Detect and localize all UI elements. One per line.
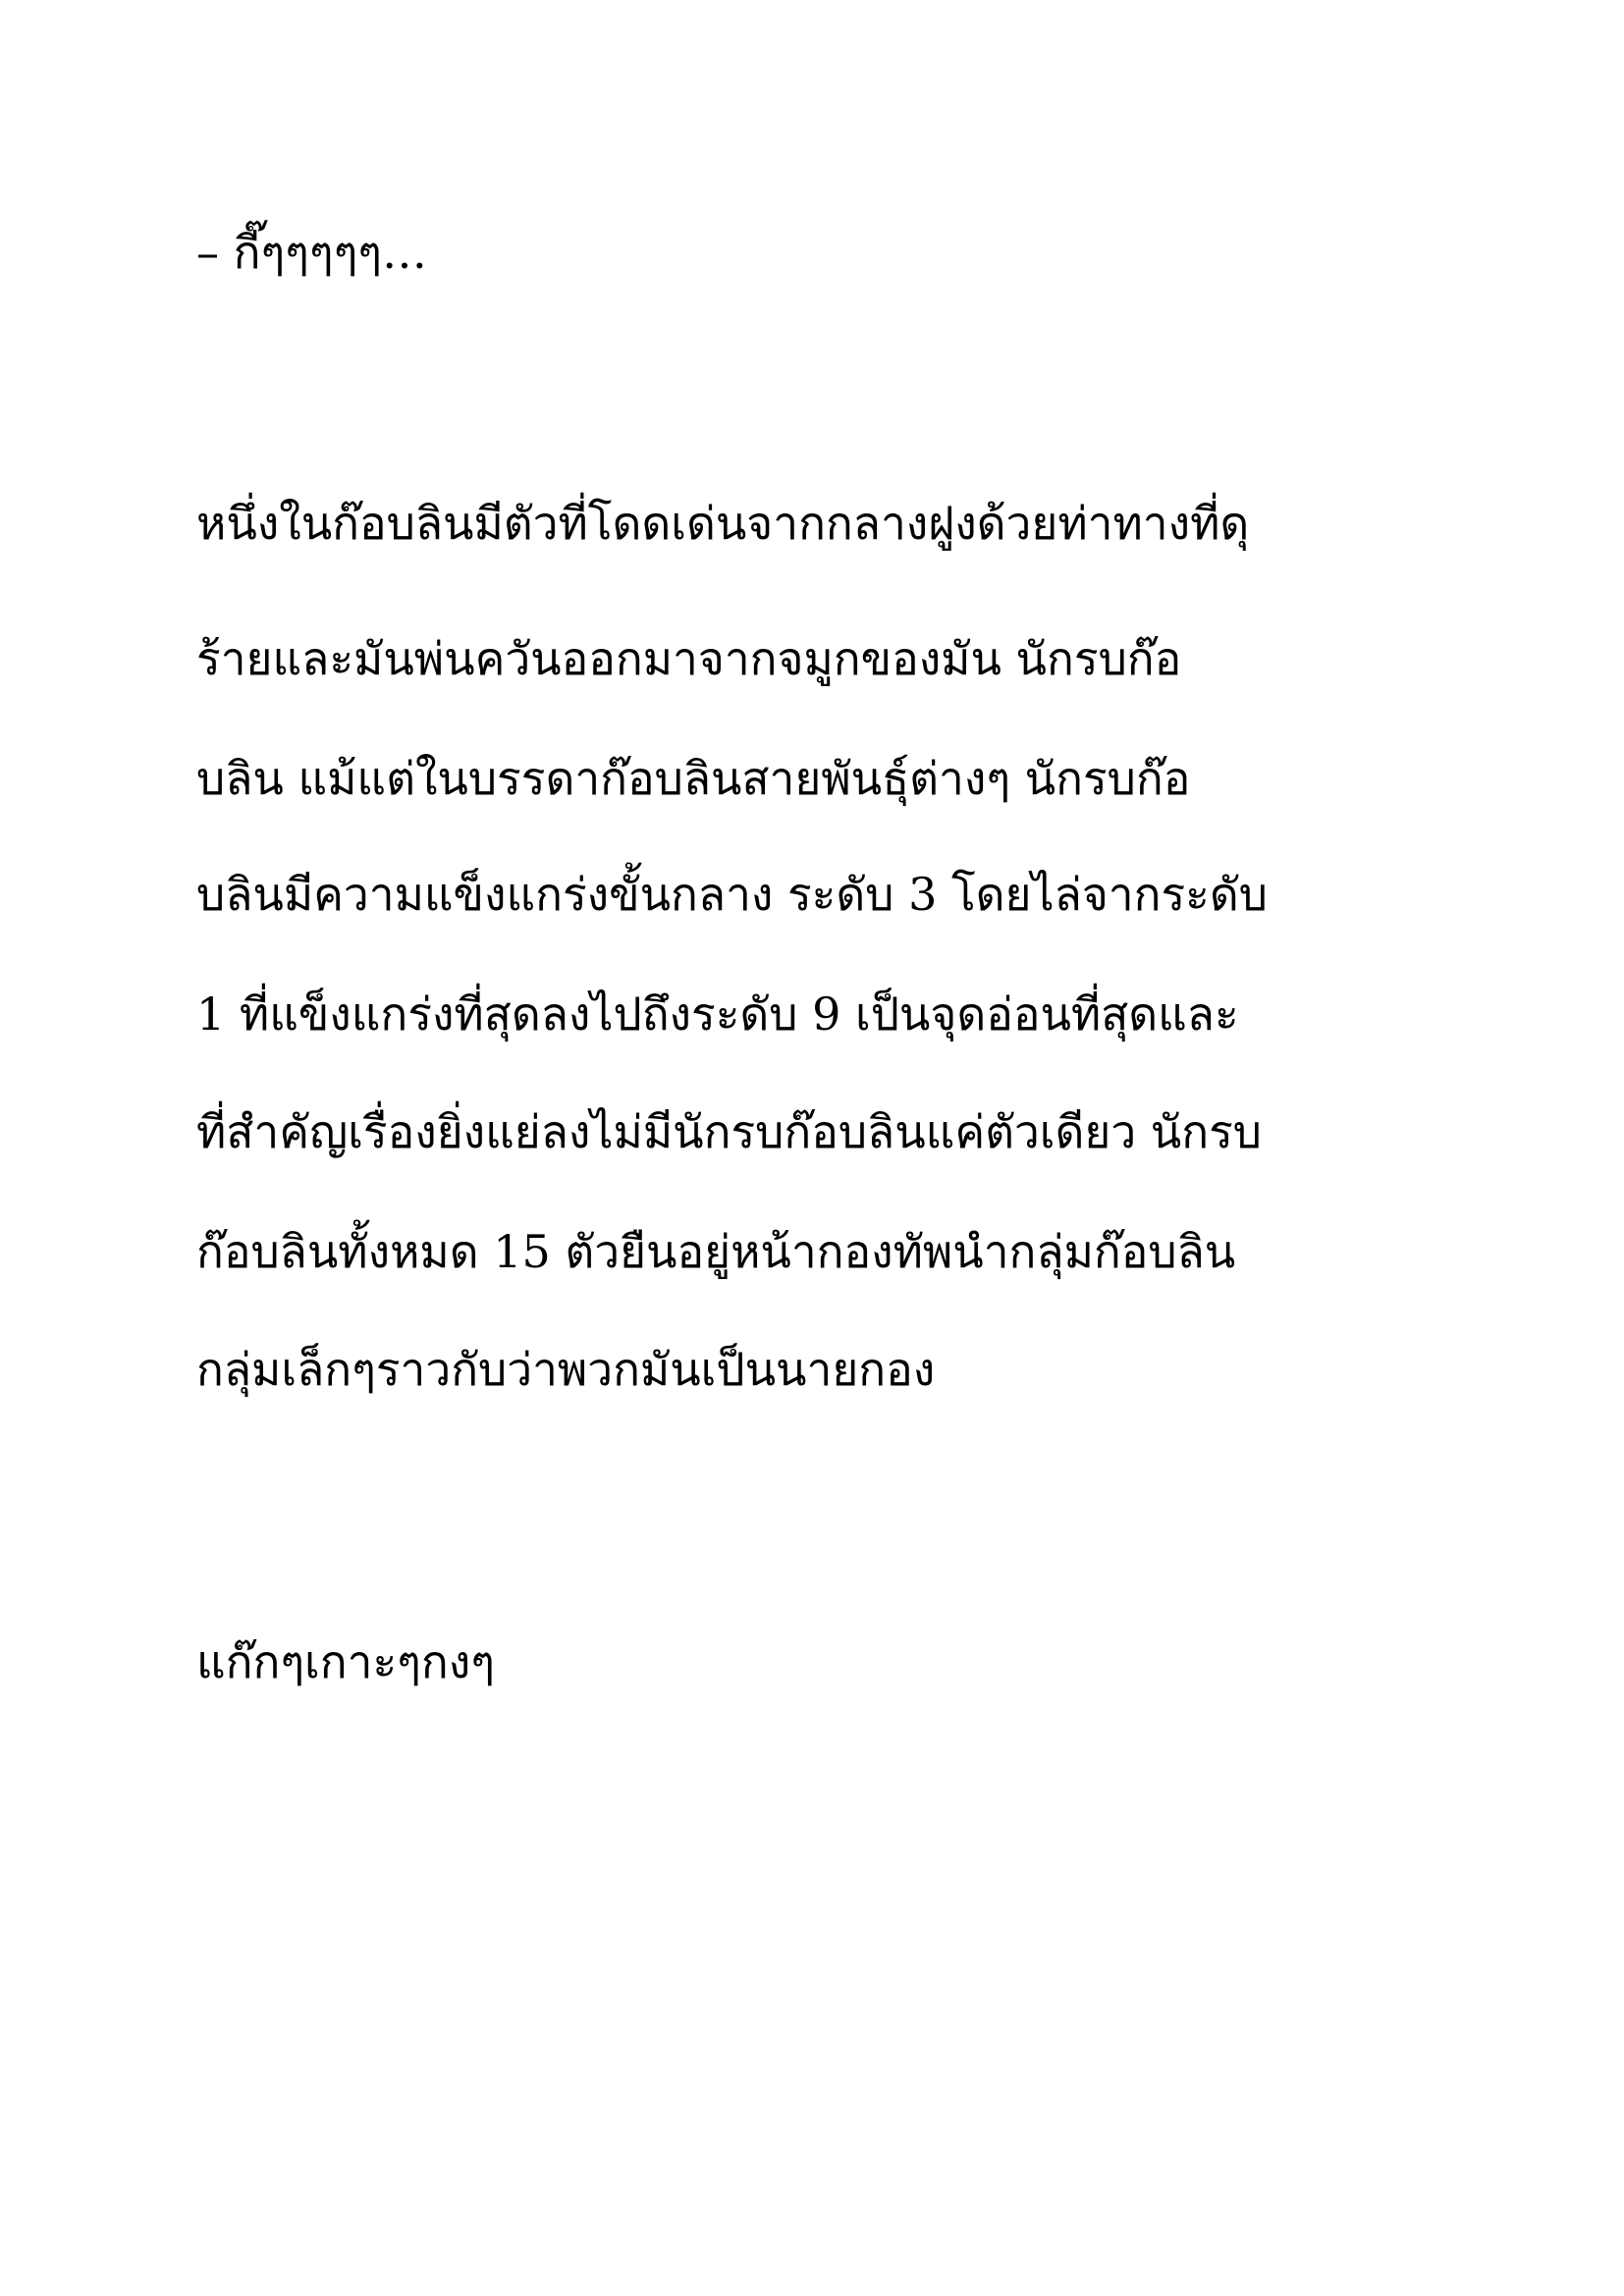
paragraph-line: กลุ่มเล็กๆราวกับว่าพวกมันเป็นนายกอง	[196, 1343, 936, 1396]
paragraph-line: ก๊อบลินทั้งหมด 15 ตัวยืนอยู่หน้ากองทัพนำกลุ่มก๊อบลิน	[196, 1225, 1236, 1278]
paragraph-line: บลินมีความแข็งแกร่งขั้นกลาง ระดับ 3 โดยไล่จากระดับ	[196, 868, 1268, 921]
paragraph-line: ร้ายและมันพ่นควันออกมาจากจมูกของมัน นักรบก๊อ	[196, 632, 1182, 685]
paragraph-line: 1 ที่แข็งแกร่งที่สุดลงไปถึงระดับ 9 เป็นจุดอ่อนที่สุดและ	[196, 988, 1239, 1041]
opening-line: – กี๊ๆๆๆๆๆ…	[196, 226, 428, 279]
closing-line: แก๊กๆเกาะๆกงๆ	[196, 1635, 495, 1688]
paragraph-line: บลิน แม้แต่ในบรรดาก๊อบลินสายพันธุ์ต่างๆ นักรบก๊อ	[196, 752, 1191, 805]
paragraph-line: หนึ่งในก๊อบลินมีตัวที่โดดเด่นจากกลางฝูงด้วยท่าทางที่ดุ	[196, 497, 1250, 550]
paragraph-line: ที่สำคัญเรื่องยิ่งแย่ลงไม่มีนักรบก๊อบลินแค่ตัวเดียว นักรบ	[196, 1105, 1262, 1158]
